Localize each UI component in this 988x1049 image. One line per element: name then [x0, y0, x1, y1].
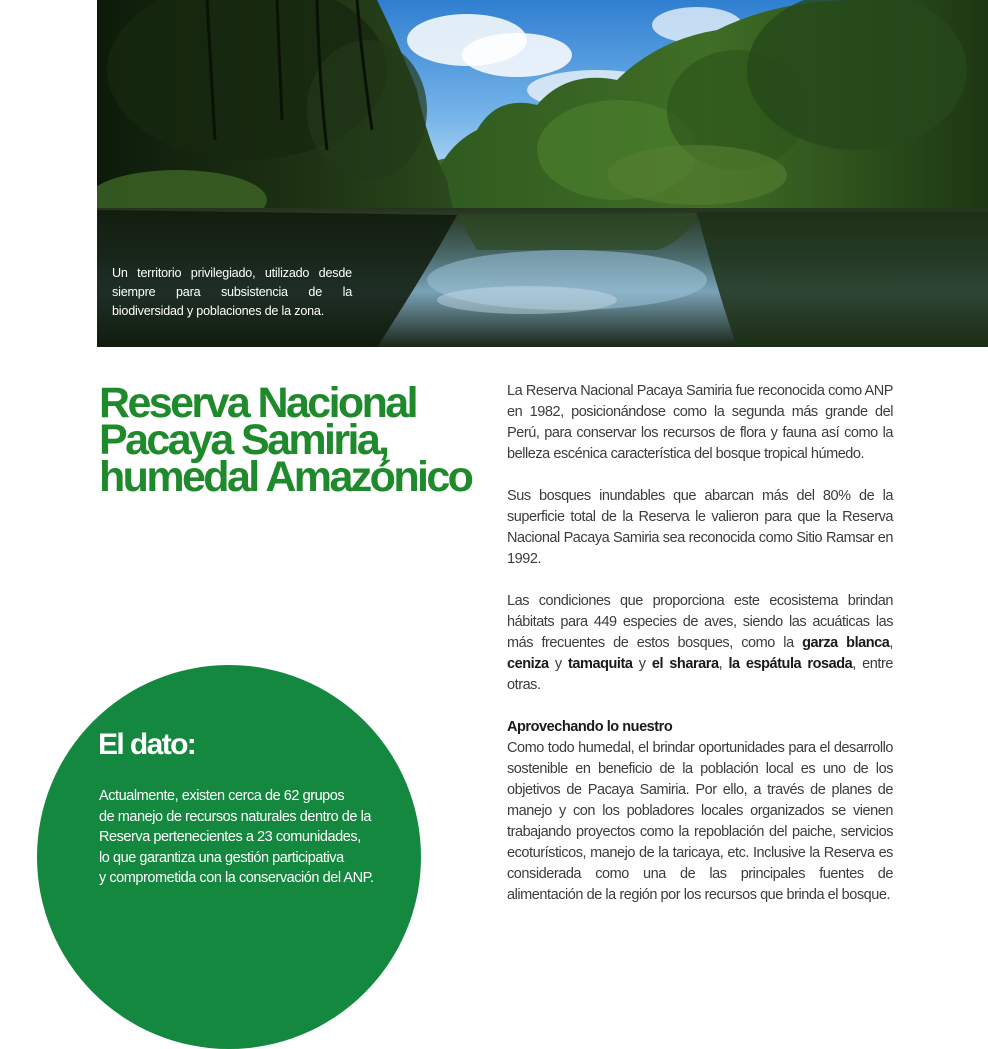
sustainable-text: Como todo humedal, el brindar oportunidades para el desarrollo sostenible en beneficio de la población local es uno de los objetivos de Pacaya Samiria. Por ello, a través de planes de manejo y con los pobladores locales organizados se vienen trabajando proyectos como la repoblación del paiche, servicios ecoturísticos, manejo de la taricaya, etc. Inclusive la Reserva es considerada como una de las principales fuentes de alimentación de la región por los recursos que brinda el bosque. — [507, 740, 893, 903]
birds-text: Las condiciones que proporciona este ecosistema brindan hábitats para 449 especies de aves, siendo las acuáticas las más frecuentes de estos bosques, como la — [507, 593, 893, 651]
paragraph-sustainable — [507, 717, 893, 906]
section-subheading: Aprovechando lo nuestro — [507, 719, 673, 735]
fact-text — [99, 786, 419, 889]
paragraph-birds — [507, 591, 893, 696]
title-line-2: Pacaya Samiria, — [99, 416, 388, 464]
paragraph-intro: La Reserva Nacional Pacaya Samiria fue reconocida como ANP en 1982, posicionándose como la segunda más grande del Perú, para conservar los recursos de flora y fauna así como la belleza escénica característica del bosque tropical húmedo. — [507, 383, 893, 462]
separator: y — [632, 656, 652, 672]
fact-line: lo que garantiza una gestión participativa — [99, 849, 344, 866]
bird-name: tamaquita — [568, 656, 633, 672]
title-line-1: Reserva Nacional — [99, 379, 416, 427]
fact-line: y comprometida con la conservación del ANP. — [99, 870, 374, 887]
fact-line: de manejo de recursos naturales dentro de la — [99, 808, 371, 825]
separator: , — [889, 635, 893, 651]
fact-line: Reserva pertenecientes a 23 comunidades, — [99, 829, 361, 846]
hero-photo — [97, 0, 988, 347]
bird-name: garza blanca — [802, 635, 890, 651]
fact-heading: El dato: — [98, 728, 196, 761]
title-line-3: humedal Amazónico — [99, 453, 472, 501]
page-title — [99, 379, 479, 501]
bird-name: la espátula rosada — [728, 656, 853, 672]
photo-caption: Un territorio privilegiado, utilizado desde siempre para subsistencia de la biodiversidad y poblaciones de la zona. — [112, 266, 352, 318]
fact-line: Actualmente, existen cerca de 62 grupos — [99, 788, 345, 804]
bird-name: el sharara — [651, 656, 719, 672]
separator: , — [718, 656, 729, 672]
paragraph-ramsar: Sus bosques inundables que abarcan más del 80% de la superficie total de la Reserva le valieron para que la Reserva Nacional Pacaya Samiria sea reconocida como Sitio Ramsar en 1992. — [507, 488, 893, 567]
separator: y — [548, 656, 569, 672]
birds-text-end: , entre otras. — [507, 656, 893, 693]
bird-name: ceniza — [507, 656, 549, 672]
body-text-column — [507, 381, 893, 927]
